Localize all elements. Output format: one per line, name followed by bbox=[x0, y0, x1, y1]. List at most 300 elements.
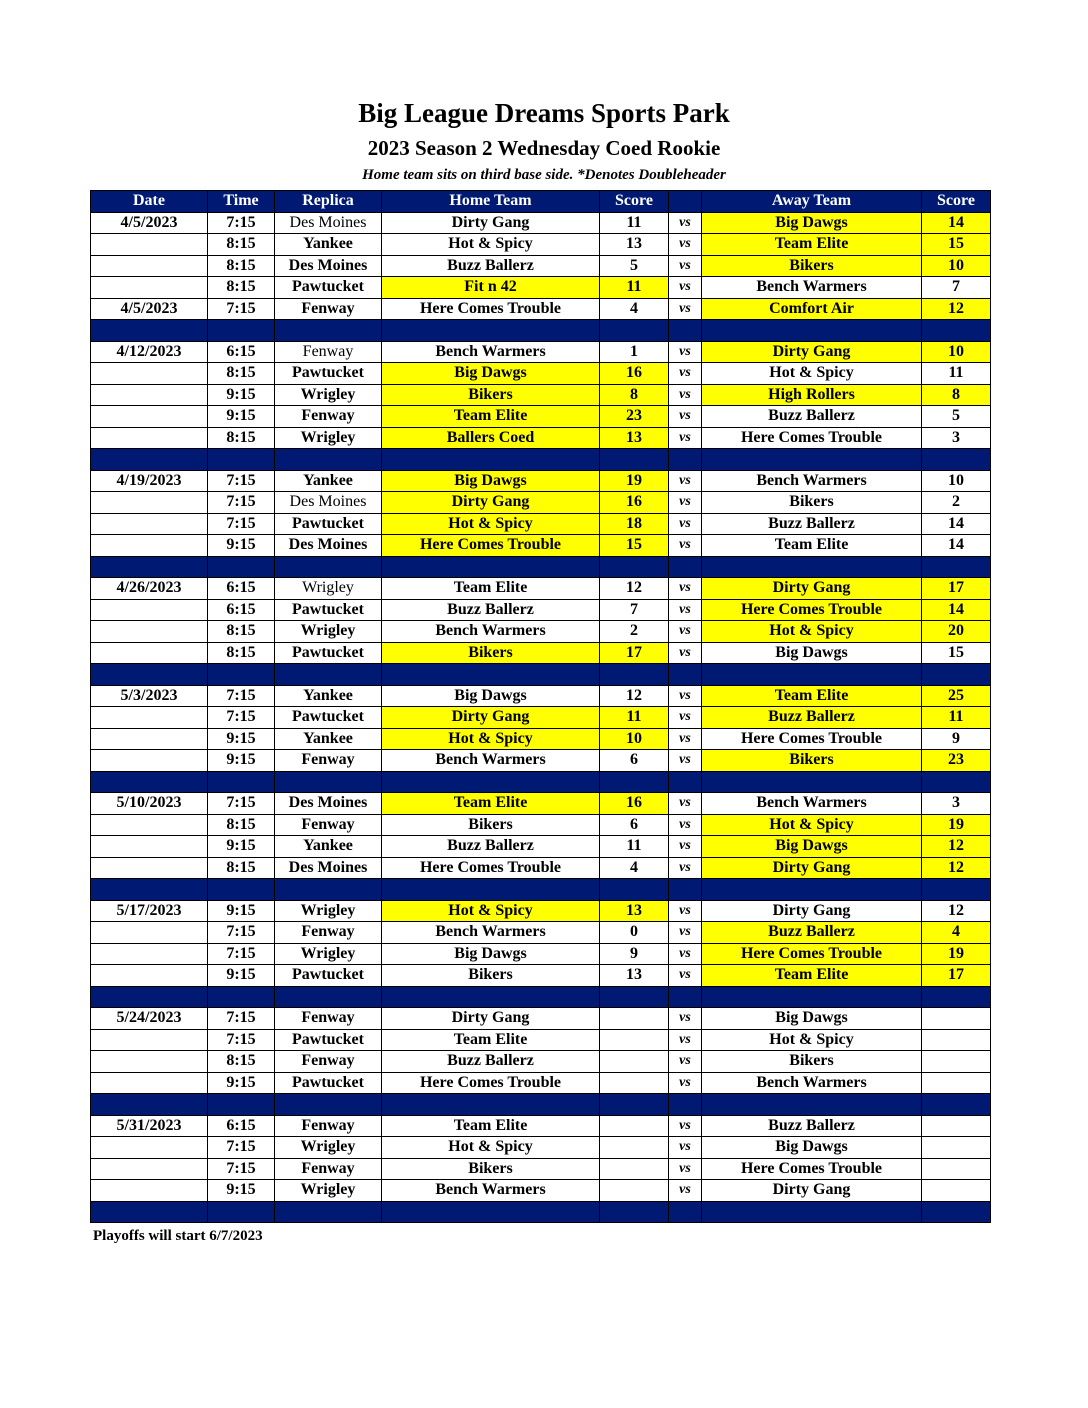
separator-cell bbox=[669, 986, 702, 1008]
away-score bbox=[922, 1158, 991, 1180]
separator-cell bbox=[275, 1201, 382, 1223]
game-time: 7:15 bbox=[208, 492, 275, 514]
separator-cell bbox=[208, 1201, 275, 1223]
separator-cell bbox=[275, 771, 382, 793]
away-team: Bikers bbox=[702, 255, 922, 277]
vs-label: vs bbox=[669, 707, 702, 729]
home-score: 11 bbox=[600, 707, 669, 729]
game-field: Fenway bbox=[275, 406, 382, 428]
away-team: Hot & Spicy bbox=[702, 621, 922, 643]
vs-label: vs bbox=[669, 298, 702, 320]
home-score: 19 bbox=[600, 470, 669, 492]
week-separator-row bbox=[91, 879, 991, 901]
home-score: 15 bbox=[600, 535, 669, 557]
separator-cell bbox=[922, 556, 991, 578]
separator-cell bbox=[669, 556, 702, 578]
game-row bbox=[91, 277, 991, 299]
vs-label: vs bbox=[669, 685, 702, 707]
vs-label: vs bbox=[669, 1158, 702, 1180]
home-score: 9 bbox=[600, 943, 669, 965]
game-field: Pawtucket bbox=[275, 277, 382, 299]
game-time: 9:15 bbox=[208, 965, 275, 987]
game-field: Pawtucket bbox=[275, 642, 382, 664]
away-score: 10 bbox=[922, 255, 991, 277]
away-team: Bench Warmers bbox=[702, 793, 922, 815]
vs-label: vs bbox=[669, 793, 702, 815]
home-team: Big Dawgs bbox=[382, 685, 600, 707]
game-field: Des Moines bbox=[275, 492, 382, 514]
game-time: 9:15 bbox=[208, 384, 275, 406]
vs-label: vs bbox=[669, 212, 702, 234]
game-date bbox=[91, 599, 208, 621]
game-time: 8:15 bbox=[208, 255, 275, 277]
week-separator-row bbox=[91, 1201, 991, 1223]
away-team: Team Elite bbox=[702, 535, 922, 557]
separator-cell bbox=[669, 771, 702, 793]
separator-cell bbox=[922, 1094, 991, 1116]
vs-label: vs bbox=[669, 492, 702, 514]
game-field: Wrigley bbox=[275, 384, 382, 406]
game-date bbox=[91, 857, 208, 879]
game-time: 6:15 bbox=[208, 1115, 275, 1137]
vs-label: vs bbox=[669, 1072, 702, 1094]
separator-cell bbox=[922, 449, 991, 471]
separator-cell bbox=[702, 556, 922, 578]
separator-cell bbox=[208, 320, 275, 342]
separator-cell bbox=[91, 449, 208, 471]
home-score: 16 bbox=[600, 363, 669, 385]
home-score: 8 bbox=[600, 384, 669, 406]
game-date: 4/12/2023 bbox=[91, 341, 208, 363]
home-team: Team Elite bbox=[382, 406, 600, 428]
separator-cell bbox=[275, 449, 382, 471]
game-time: 8:15 bbox=[208, 277, 275, 299]
separator-cell bbox=[91, 1094, 208, 1116]
separator-cell bbox=[702, 320, 922, 342]
away-team: Here Comes Trouble bbox=[702, 943, 922, 965]
away-team: Team Elite bbox=[702, 965, 922, 987]
vs-label: vs bbox=[669, 255, 702, 277]
separator-cell bbox=[702, 449, 922, 471]
home-score: 13 bbox=[600, 234, 669, 256]
separator-cell bbox=[91, 879, 208, 901]
separator-cell bbox=[382, 1201, 600, 1223]
away-score bbox=[922, 1137, 991, 1159]
footer-note: Playoffs will start 6/7/2023 bbox=[93, 1228, 263, 1244]
home-score: 13 bbox=[600, 965, 669, 987]
schedule-body bbox=[91, 212, 991, 1223]
header-away-team: Away Team bbox=[702, 191, 922, 213]
game-time: 6:15 bbox=[208, 599, 275, 621]
game-time: 8:15 bbox=[208, 427, 275, 449]
home-team: Dirty Gang bbox=[382, 492, 600, 514]
game-row bbox=[91, 965, 991, 987]
away-score: 12 bbox=[922, 857, 991, 879]
week-separator-row bbox=[91, 556, 991, 578]
home-score bbox=[600, 1029, 669, 1051]
away-score: 11 bbox=[922, 363, 991, 385]
game-time: 8:15 bbox=[208, 642, 275, 664]
separator-cell bbox=[275, 320, 382, 342]
separator-cell bbox=[600, 1094, 669, 1116]
separator-cell bbox=[669, 664, 702, 686]
home-score: 6 bbox=[600, 814, 669, 836]
game-time: 9:15 bbox=[208, 728, 275, 750]
away-score: 14 bbox=[922, 513, 991, 535]
separator-cell bbox=[702, 664, 922, 686]
home-team: Hot & Spicy bbox=[382, 234, 600, 256]
game-field: Pawtucket bbox=[275, 1029, 382, 1051]
home-score: 23 bbox=[600, 406, 669, 428]
game-field: Wrigley bbox=[275, 578, 382, 600]
game-field: Wrigley bbox=[275, 900, 382, 922]
separator-cell bbox=[669, 1201, 702, 1223]
home-team: Hot & Spicy bbox=[382, 513, 600, 535]
home-team: Ballers Coed bbox=[382, 427, 600, 449]
game-field: Fenway bbox=[275, 1158, 382, 1180]
game-date bbox=[91, 642, 208, 664]
separator-cell bbox=[600, 1201, 669, 1223]
home-team: Bench Warmers bbox=[382, 922, 600, 944]
vs-label: vs bbox=[669, 363, 702, 385]
separator-cell bbox=[382, 1094, 600, 1116]
separator-cell bbox=[208, 664, 275, 686]
away-score bbox=[922, 1051, 991, 1073]
separator-cell bbox=[208, 986, 275, 1008]
home-score: 11 bbox=[600, 212, 669, 234]
separator-cell bbox=[275, 986, 382, 1008]
vs-label: vs bbox=[669, 922, 702, 944]
game-time: 6:15 bbox=[208, 578, 275, 600]
away-team: Here Comes Trouble bbox=[702, 599, 922, 621]
away-score: 14 bbox=[922, 212, 991, 234]
home-team: Big Dawgs bbox=[382, 363, 600, 385]
away-score: 11 bbox=[922, 707, 991, 729]
game-row bbox=[91, 814, 991, 836]
game-field: Wrigley bbox=[275, 621, 382, 643]
away-score: 25 bbox=[922, 685, 991, 707]
game-date bbox=[91, 535, 208, 557]
game-row bbox=[91, 1137, 991, 1159]
game-date: 4/26/2023 bbox=[91, 578, 208, 600]
game-field: Pawtucket bbox=[275, 965, 382, 987]
away-score: 3 bbox=[922, 427, 991, 449]
home-team: Here Comes Trouble bbox=[382, 298, 600, 320]
away-score: 19 bbox=[922, 814, 991, 836]
separator-cell bbox=[275, 1094, 382, 1116]
away-score: 12 bbox=[922, 836, 991, 858]
home-score: 4 bbox=[600, 298, 669, 320]
game-date bbox=[91, 277, 208, 299]
game-date: 5/3/2023 bbox=[91, 685, 208, 707]
separator-cell bbox=[208, 771, 275, 793]
home-team: Here Comes Trouble bbox=[382, 1072, 600, 1094]
away-team: Here Comes Trouble bbox=[702, 728, 922, 750]
home-team: Bikers bbox=[382, 814, 600, 836]
game-time: 7:15 bbox=[208, 1029, 275, 1051]
home-score: 12 bbox=[600, 578, 669, 600]
home-team: Bikers bbox=[382, 1158, 600, 1180]
game-date bbox=[91, 1137, 208, 1159]
schedule-table bbox=[90, 190, 991, 1223]
vs-label: vs bbox=[669, 814, 702, 836]
away-team: Dirty Gang bbox=[702, 1180, 922, 1202]
vs-label: vs bbox=[669, 427, 702, 449]
page-title: Big League Dreams Sports Park bbox=[358, 98, 730, 128]
separator-cell bbox=[669, 1094, 702, 1116]
game-time: 7:15 bbox=[208, 793, 275, 815]
away-team: Team Elite bbox=[702, 234, 922, 256]
away-team: High Rollers bbox=[702, 384, 922, 406]
home-team: Fit n 42 bbox=[382, 277, 600, 299]
separator-cell bbox=[382, 320, 600, 342]
game-field: Wrigley bbox=[275, 1137, 382, 1159]
away-team: Bench Warmers bbox=[702, 470, 922, 492]
separator-cell bbox=[275, 879, 382, 901]
away-score: 12 bbox=[922, 900, 991, 922]
home-score: 6 bbox=[600, 750, 669, 772]
game-date: 5/24/2023 bbox=[91, 1008, 208, 1030]
game-date bbox=[91, 707, 208, 729]
game-date bbox=[91, 750, 208, 772]
separator-cell bbox=[702, 1201, 922, 1223]
game-field: Fenway bbox=[275, 1008, 382, 1030]
home-team: Here Comes Trouble bbox=[382, 535, 600, 557]
game-date: 5/17/2023 bbox=[91, 900, 208, 922]
home-score bbox=[600, 1072, 669, 1094]
game-time: 7:15 bbox=[208, 1158, 275, 1180]
game-field: Yankee bbox=[275, 470, 382, 492]
separator-cell bbox=[208, 879, 275, 901]
header-home-score: Score bbox=[600, 191, 669, 213]
away-team: Buzz Ballerz bbox=[702, 513, 922, 535]
game-row bbox=[91, 836, 991, 858]
home-score: 16 bbox=[600, 492, 669, 514]
game-date bbox=[91, 943, 208, 965]
away-score: 17 bbox=[922, 965, 991, 987]
game-row bbox=[91, 707, 991, 729]
game-time: 8:15 bbox=[208, 1051, 275, 1073]
away-score bbox=[922, 1029, 991, 1051]
vs-label: vs bbox=[669, 406, 702, 428]
game-row bbox=[91, 900, 991, 922]
vs-label: vs bbox=[669, 943, 702, 965]
separator-cell bbox=[91, 771, 208, 793]
game-time: 7:15 bbox=[208, 685, 275, 707]
game-row bbox=[91, 1072, 991, 1094]
separator-cell bbox=[702, 879, 922, 901]
game-row bbox=[91, 1115, 991, 1137]
home-score: 4 bbox=[600, 857, 669, 879]
game-date bbox=[91, 621, 208, 643]
game-row bbox=[91, 470, 991, 492]
vs-label: vs bbox=[669, 1180, 702, 1202]
game-date bbox=[91, 922, 208, 944]
game-row bbox=[91, 513, 991, 535]
away-score: 17 bbox=[922, 578, 991, 600]
separator-cell bbox=[208, 1094, 275, 1116]
game-time: 7:15 bbox=[208, 707, 275, 729]
week-separator-row bbox=[91, 986, 991, 1008]
game-time: 9:15 bbox=[208, 836, 275, 858]
home-team: Buzz Ballerz bbox=[382, 599, 600, 621]
game-row bbox=[91, 1051, 991, 1073]
game-date bbox=[91, 1029, 208, 1051]
vs-label: vs bbox=[669, 642, 702, 664]
game-row bbox=[91, 793, 991, 815]
separator-cell bbox=[91, 320, 208, 342]
home-score: 7 bbox=[600, 599, 669, 621]
game-field: Pawtucket bbox=[275, 363, 382, 385]
home-score: 11 bbox=[600, 836, 669, 858]
game-date bbox=[91, 513, 208, 535]
away-score: 7 bbox=[922, 277, 991, 299]
home-team: Team Elite bbox=[382, 793, 600, 815]
header-time: Time bbox=[208, 191, 275, 213]
home-team: Here Comes Trouble bbox=[382, 857, 600, 879]
home-team: Bikers bbox=[382, 965, 600, 987]
separator-cell bbox=[669, 449, 702, 471]
home-team: Big Dawgs bbox=[382, 470, 600, 492]
separator-cell bbox=[702, 986, 922, 1008]
game-time: 7:15 bbox=[208, 298, 275, 320]
game-row bbox=[91, 384, 991, 406]
game-date bbox=[91, 814, 208, 836]
game-row bbox=[91, 535, 991, 557]
separator-cell bbox=[600, 556, 669, 578]
header-home-team: Home Team bbox=[382, 191, 600, 213]
game-date bbox=[91, 427, 208, 449]
home-team: Bench Warmers bbox=[382, 341, 600, 363]
away-team: Buzz Ballerz bbox=[702, 707, 922, 729]
separator-cell bbox=[922, 986, 991, 1008]
away-score: 14 bbox=[922, 535, 991, 557]
week-separator-row bbox=[91, 771, 991, 793]
separator-cell bbox=[600, 986, 669, 1008]
home-team: Hot & Spicy bbox=[382, 900, 600, 922]
away-score: 19 bbox=[922, 943, 991, 965]
separator-cell bbox=[702, 1094, 922, 1116]
game-date bbox=[91, 1158, 208, 1180]
away-score: 3 bbox=[922, 793, 991, 815]
game-field: Pawtucket bbox=[275, 1072, 382, 1094]
separator-cell bbox=[382, 556, 600, 578]
game-time: 8:15 bbox=[208, 234, 275, 256]
game-field: Pawtucket bbox=[275, 599, 382, 621]
game-field: Fenway bbox=[275, 298, 382, 320]
separator-cell bbox=[275, 664, 382, 686]
separator-cell bbox=[922, 879, 991, 901]
separator-cell bbox=[600, 771, 669, 793]
header-away-score: Score bbox=[922, 191, 991, 213]
game-field: Fenway bbox=[275, 750, 382, 772]
vs-label: vs bbox=[669, 599, 702, 621]
separator-cell bbox=[922, 771, 991, 793]
vs-label: vs bbox=[669, 965, 702, 987]
away-score bbox=[922, 1115, 991, 1137]
game-field: Des Moines bbox=[275, 535, 382, 557]
game-field: Yankee bbox=[275, 728, 382, 750]
game-row bbox=[91, 234, 991, 256]
game-time: 9:15 bbox=[208, 750, 275, 772]
game-row bbox=[91, 621, 991, 643]
home-score bbox=[600, 1008, 669, 1030]
separator-cell bbox=[208, 556, 275, 578]
header-row bbox=[91, 191, 991, 213]
home-team: Big Dawgs bbox=[382, 943, 600, 965]
separator-cell bbox=[702, 771, 922, 793]
game-row bbox=[91, 363, 991, 385]
away-team: Hot & Spicy bbox=[702, 1029, 922, 1051]
away-team: Big Dawgs bbox=[702, 1008, 922, 1030]
home-score: 5 bbox=[600, 255, 669, 277]
game-row bbox=[91, 406, 991, 428]
separator-cell bbox=[382, 449, 600, 471]
game-field: Des Moines bbox=[275, 255, 382, 277]
away-team: Bikers bbox=[702, 750, 922, 772]
separator-cell bbox=[922, 320, 991, 342]
game-field: Fenway bbox=[275, 1051, 382, 1073]
vs-label: vs bbox=[669, 277, 702, 299]
away-team: Bikers bbox=[702, 1051, 922, 1073]
away-score: 15 bbox=[922, 234, 991, 256]
separator-cell bbox=[382, 771, 600, 793]
game-time: 7:15 bbox=[208, 470, 275, 492]
vs-label: vs bbox=[669, 1029, 702, 1051]
game-row bbox=[91, 1180, 991, 1202]
game-time: 9:15 bbox=[208, 1072, 275, 1094]
vs-label: vs bbox=[669, 857, 702, 879]
game-date bbox=[91, 965, 208, 987]
away-score: 20 bbox=[922, 621, 991, 643]
home-team: Dirty Gang bbox=[382, 707, 600, 729]
separator-cell bbox=[275, 556, 382, 578]
home-score: 13 bbox=[600, 900, 669, 922]
game-date: 5/31/2023 bbox=[91, 1115, 208, 1137]
game-time: 9:15 bbox=[208, 900, 275, 922]
game-time: 7:15 bbox=[208, 922, 275, 944]
game-row bbox=[91, 1029, 991, 1051]
game-row bbox=[91, 1158, 991, 1180]
schedule-note: Home team sits on third base side. *Denotes Doubleheader bbox=[362, 167, 726, 183]
vs-label: vs bbox=[669, 513, 702, 535]
game-row bbox=[91, 1008, 991, 1030]
away-team: Comfort Air bbox=[702, 298, 922, 320]
away-score: 14 bbox=[922, 599, 991, 621]
vs-label: vs bbox=[669, 750, 702, 772]
away-team: Hot & Spicy bbox=[702, 363, 922, 385]
header-vs bbox=[669, 191, 702, 213]
week-separator-row bbox=[91, 1094, 991, 1116]
separator-cell bbox=[600, 664, 669, 686]
game-date bbox=[91, 363, 208, 385]
separator-cell bbox=[600, 879, 669, 901]
separator-cell bbox=[91, 1201, 208, 1223]
game-field: Des Moines bbox=[275, 793, 382, 815]
home-team: Dirty Gang bbox=[382, 212, 600, 234]
vs-label: vs bbox=[669, 836, 702, 858]
game-row bbox=[91, 922, 991, 944]
game-row bbox=[91, 255, 991, 277]
game-field: Pawtucket bbox=[275, 513, 382, 535]
away-score: 10 bbox=[922, 470, 991, 492]
home-team: Team Elite bbox=[382, 1029, 600, 1051]
away-score: 10 bbox=[922, 341, 991, 363]
game-time: 6:15 bbox=[208, 341, 275, 363]
home-team: Hot & Spicy bbox=[382, 728, 600, 750]
separator-cell bbox=[600, 320, 669, 342]
game-row bbox=[91, 341, 991, 363]
